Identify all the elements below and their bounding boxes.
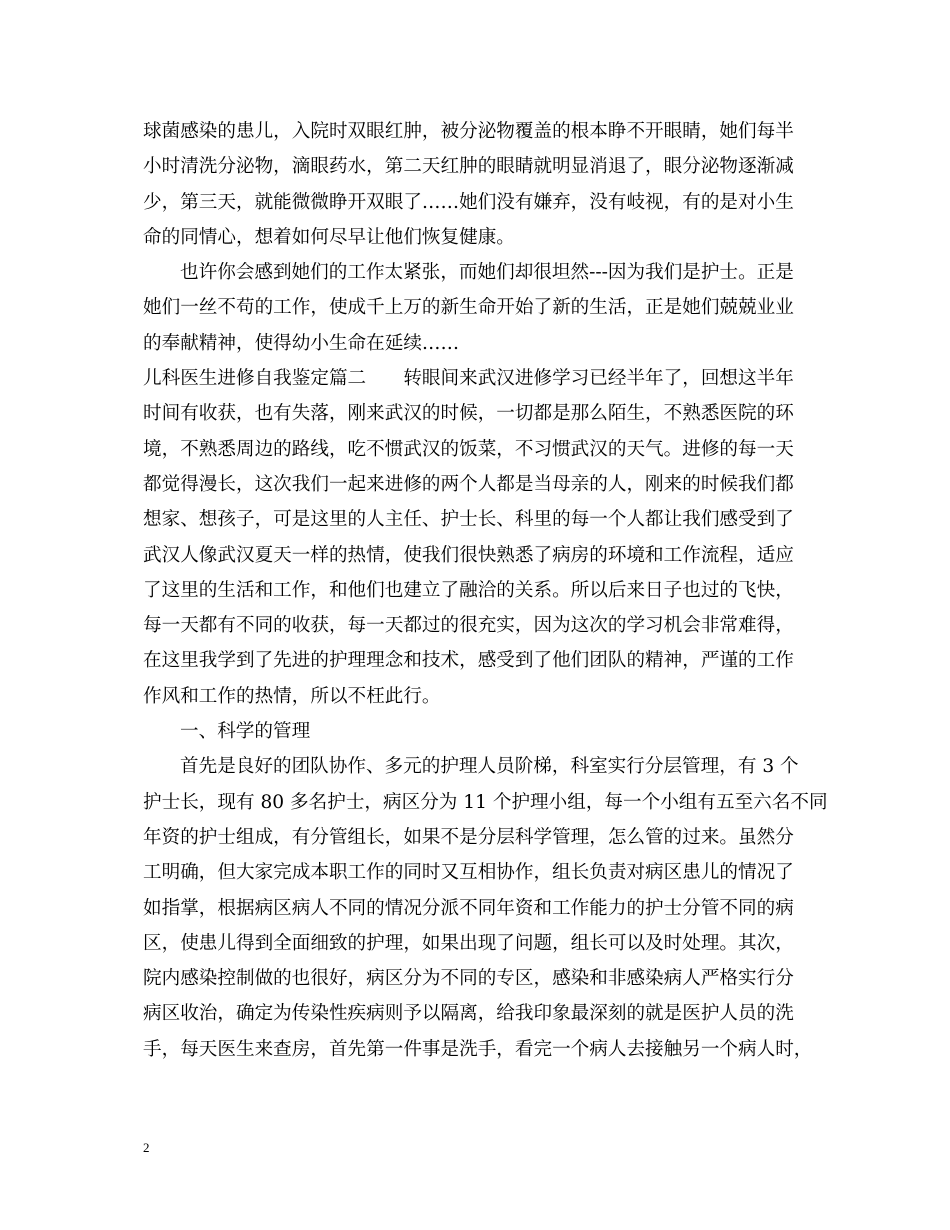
paragraph-p5: [143, 749, 828, 1067]
text-line: 一、科学的管理: [180, 721, 311, 743]
text-line: 的奉献精神，使得幼小生命在延续……: [143, 332, 460, 354]
text-line: 小时清洗分泌物，滴眼药水，第二天红肿的眼睛就明显消退了，眼分泌物逐渐减: [143, 156, 794, 178]
document-body: [143, 114, 828, 1067]
text-line: 了这里的生活和工作，和他们也建立了融洽的关系。所以后来日子也过的飞快，: [143, 579, 794, 601]
text-line: 命的同情心，想着如何尽早让他们恢复健康。: [143, 226, 515, 248]
text-line: 球菌感染的患儿，入院时双眼红肿，被分泌物覆盖的根本睁不开眼睛，她们每半: [143, 121, 794, 142]
text-line: 武汉人像武汉夏天一样的热情，使我们很快熟悉了病房的环境和工作流程，适应: [143, 544, 794, 566]
text-line: 境，不熟悉周边的路线，吃不惯武汉的饭菜，不习惯武汉的天气。进修的每一天: [143, 438, 794, 460]
text-line: 院内感染控制做的也很好，病区分为不同的专区，感染和非感染病人严格实行分: [143, 968, 794, 990]
paragraph-p1: [143, 114, 828, 255]
text-line: 想家、想孩子，可是这里的人主任、护士长、科里的每一个人都让我们感受到了: [143, 509, 794, 531]
text-line: 她们一丝不苟的工作，使成千上万的新生命开始了新的生活，正是她们兢兢业业: [143, 297, 794, 319]
page-number: 2: [143, 1140, 150, 1155]
text-line: 手，每天医生来查房，首先第一件事是洗手，看完一个病人去接触另一个病人时，: [143, 1038, 813, 1060]
text-line: 工明确，但大家完成本职工作的同时又互相协作，组长负责对病区患儿的情况了: [143, 862, 794, 884]
paragraph-p4: [143, 714, 828, 749]
text-line: 少，第三天，就能微微睁开双眼了……她们没有嫌弃，没有岐视，有的是对小生: [143, 191, 794, 213]
text-line: 护士长，现有 80 多名护士，病区分为 11 个护理小组，每一个小组有五至六名不同: [143, 791, 828, 813]
text-line: 也许你会感到她们的工作太紧张，而她们却很坦然---因为我们是护士。正是: [180, 262, 794, 284]
text-line: 年资的护士组成，有分管组长，如果不是分层科学管理，怎么管的过来。虽然分: [143, 826, 794, 848]
paragraph-p2: [143, 255, 828, 361]
text-line: 儿科医生进修自我鉴定篇二 转眼间来武汉进修学习已经半年了，回想这半年: [143, 368, 794, 390]
text-line: 区，使患儿得到全面细致的护理，如果出现了问题，组长可以及时处理。其次，: [143, 932, 794, 954]
text-line: 如指掌，根据病区病人不同的情况分派不同年资和工作能力的护士分管不同的病: [143, 897, 794, 919]
text-line: 在这里我学到了先进的护理理念和技术，感受到了他们团队的精神，严谨的工作: [143, 650, 794, 672]
text-line: 病区收治，确定为传染性疾病则予以隔离，给我印象最深刻的就是医护人员的洗: [143, 1003, 794, 1025]
paragraph-p3: [143, 361, 828, 714]
text-line: 都觉得漫长，这次我们一起来进修的两个人都是当母亲的人，刚来的时候我们都: [143, 473, 794, 495]
text-line: 每一天都有不同的收获，每一天都过的很充实，因为这次的学习机会非常难得，: [143, 615, 794, 637]
text-line: 时间有收获，也有失落，刚来武汉的时候，一切都是那么陌生，不熟悉医院的环: [143, 403, 794, 425]
text-line: 首先是良好的团队协作、多元的护理人员阶梯，科室实行分层管理，有 3 个: [180, 756, 799, 778]
text-line: 作风和工作的热情，所以不枉此行。: [143, 685, 441, 707]
